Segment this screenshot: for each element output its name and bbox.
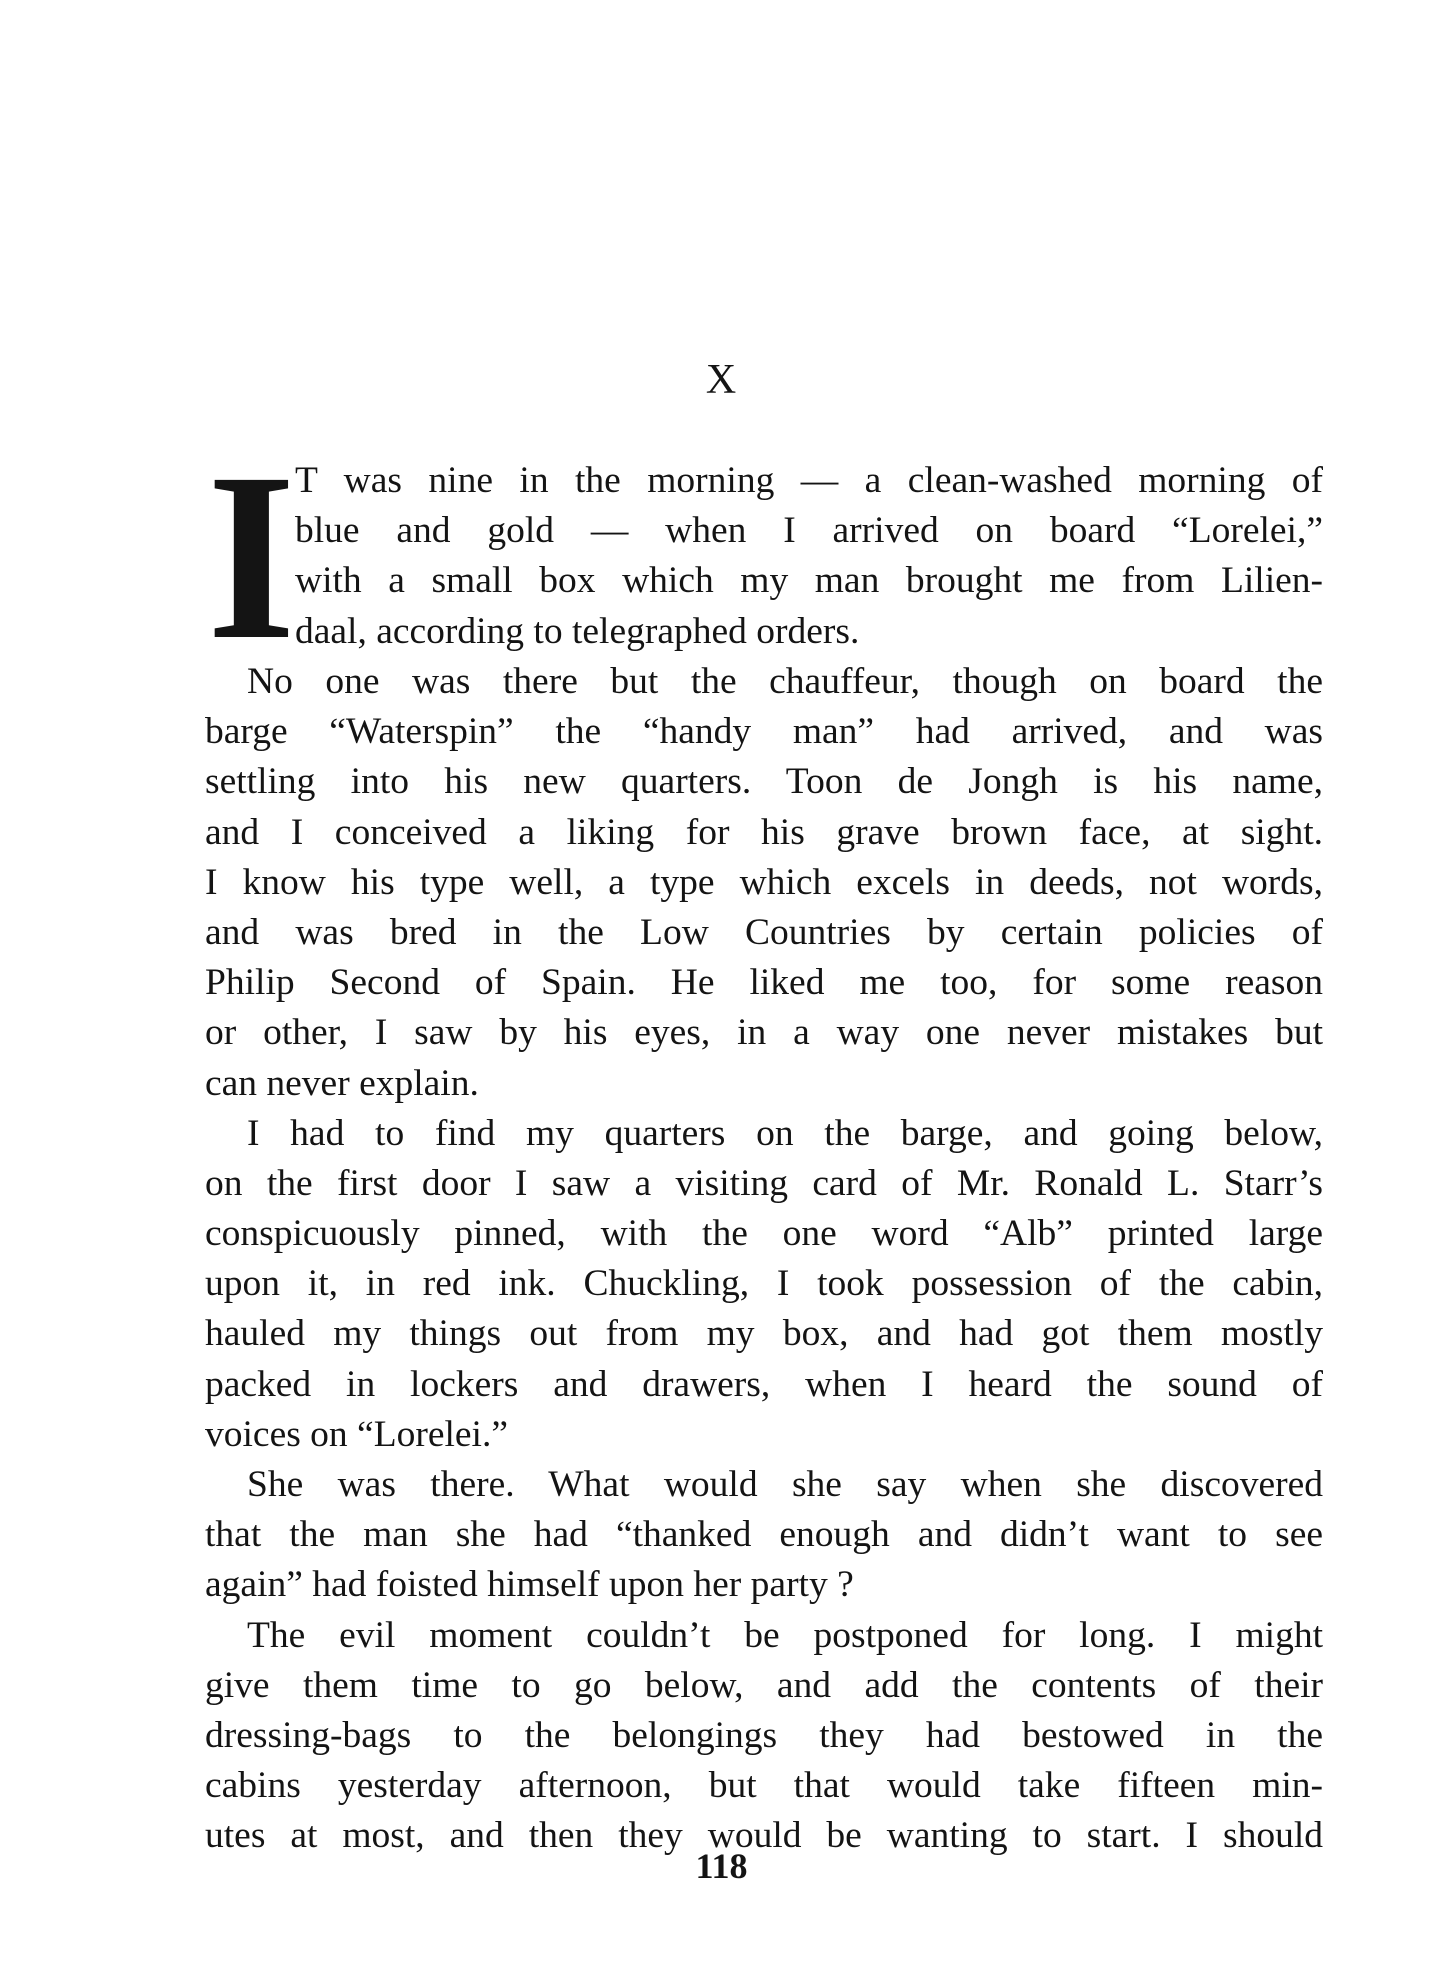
opening-line: daal, according to telegraphed orders. <box>295 610 860 652</box>
text-line: The evil moment couldn’t be postponed for long. I might <box>247 1614 1323 1656</box>
text-line: cabins yesterday afternoon, but that would take fifteen min- <box>205 1765 1323 1807</box>
text-line: can never explain. <box>205 1062 479 1104</box>
opening-line: with a small box which my man brought me from Lilien- <box>295 560 1323 602</box>
drop-cap: I <box>207 423 296 689</box>
text-line: dressing-bags to the belongings they had bestowed in the <box>205 1714 1323 1756</box>
text-line: hauled my things out from my box, and had got them mostly <box>205 1313 1323 1355</box>
opening-line: blue and gold — when I arrived on board “Lorelei,” <box>295 510 1323 552</box>
chapter-heading: X <box>705 357 738 403</box>
paragraph <box>205 657 1323 1109</box>
text-line: settling into his new quarters. Toon de Jongh is his name, <box>205 761 1323 803</box>
text-line: and I conceived a liking for his grave brown face, at sight. <box>205 811 1323 853</box>
text-line: and was bred in the Low Countries by certain policies of <box>205 911 1323 953</box>
text-line: upon it, in red ink. Chuckling, I took possession of the cabin, <box>205 1263 1323 1305</box>
text-line: No one was there but the chauffeur, though on board the <box>247 661 1323 702</box>
paragraph <box>205 1109 1323 1460</box>
opening-lines <box>295 456 1323 657</box>
paragraph <box>205 1460 1323 1611</box>
text-line: utes at most, and then they would be wanting to start. I should <box>205 1815 1323 1857</box>
text-line: voices on “Lorelei.” <box>205 1413 508 1455</box>
text-line: I know his type well, a type which excels in deeds, not words, <box>205 861 1323 903</box>
text-line: that the man she had “thanked enough and didn’t want to see <box>205 1514 1323 1556</box>
text-line: on the first door I saw a visiting card of Mr. Ronald L. Starr’s <box>205 1162 1323 1204</box>
text-line: barge “Waterspin” the “handy man” had arrived, and was <box>205 711 1323 753</box>
text-line: conspicuously pinned, with the one word “Alb” printed large <box>205 1213 1323 1255</box>
text-line: again” had foisted himself upon her party ? <box>205 1564 854 1606</box>
paragraph <box>205 1611 1323 1862</box>
text-line: give them time to go below, and add the contents of their <box>205 1664 1323 1706</box>
chapter-text <box>205 423 1323 1862</box>
text-line: packed in lockers and drawers, when I heard the sound of <box>205 1363 1323 1405</box>
opening-line: T was nine in the morning — a clean-washed morning of <box>295 460 1323 501</box>
text-line: I had to find my quarters on the barge, and going below, <box>247 1112 1323 1154</box>
page-number: 118 <box>695 1846 748 1886</box>
text-line: Philip Second of Spain. He liked me too, for some reason <box>205 962 1323 1004</box>
text-line: She was there. What would she say when she discovered <box>247 1464 1323 1505</box>
text-line: or other, I saw by his eyes, in a way one never mistakes but <box>205 1012 1323 1054</box>
